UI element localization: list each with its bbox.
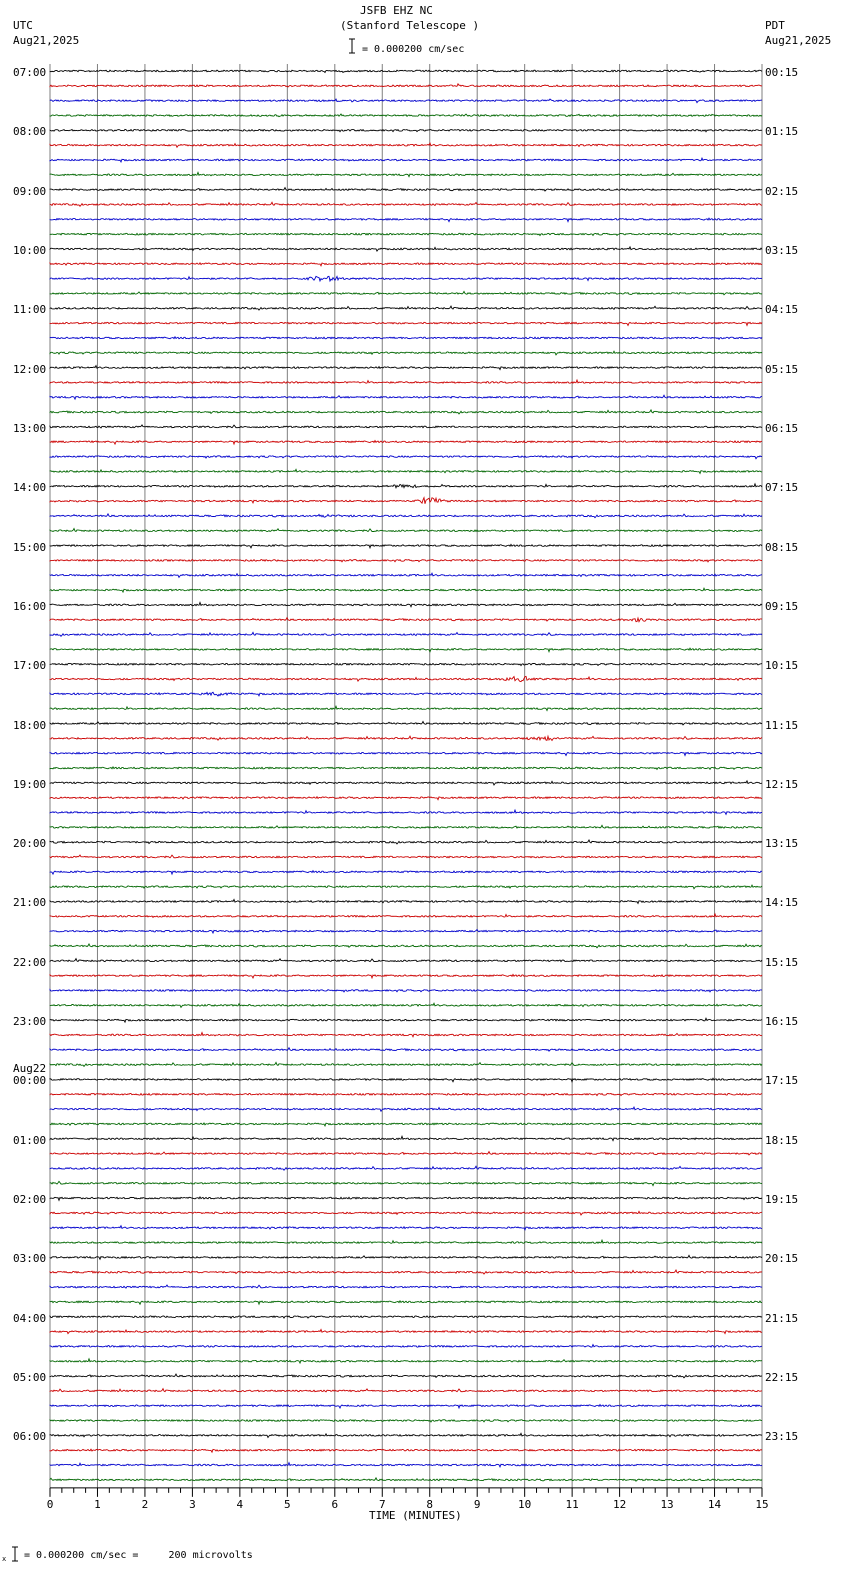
date-change-label: Aug22 <box>13 1062 47 1076</box>
trace-row-15 <box>50 291 762 294</box>
trace-row-89 <box>50 1389 762 1392</box>
pdt-hour-label: 03:15 <box>765 243 799 257</box>
trace-row-13 <box>50 263 762 266</box>
utc-hour-label: 20:00 <box>13 837 47 851</box>
trace-row-18 <box>50 337 762 340</box>
trace-row-36 <box>50 603 762 607</box>
utc-hour-label: 00:00 <box>13 1074 47 1088</box>
trace-row-95 <box>50 1478 762 1481</box>
trace-row-38 <box>50 632 762 636</box>
trace-row-90 <box>50 1405 762 1408</box>
x-tick-label: 9 <box>473 1497 481 1511</box>
trace-row-23 <box>50 410 762 414</box>
pdt-hour-label: 23:15 <box>765 1430 799 1444</box>
pdt-hour-label: 00:15 <box>765 66 799 79</box>
trace-row-60 <box>50 959 762 962</box>
x-tick-label: 1 <box>94 1497 101 1511</box>
utc-hour-label: 14:00 <box>13 481 47 495</box>
trace-row-93 <box>50 1449 762 1452</box>
trace-row-16 <box>50 306 762 310</box>
trace-row-14 <box>50 276 762 281</box>
trace-row-30 <box>50 514 762 518</box>
trace-row-50 <box>50 810 762 814</box>
trace-row-20 <box>50 366 762 370</box>
pdt-hour-label: 22:15 <box>765 1371 799 1385</box>
trace-row-24 <box>50 425 762 428</box>
trace-row-84 <box>50 1316 762 1318</box>
trace-row-88 <box>50 1374 762 1378</box>
trace-row-47 <box>50 767 762 770</box>
trace-row-42 <box>50 692 762 696</box>
pdt-hour-label: 18:15 <box>765 1133 799 1147</box>
trace-row-58 <box>50 930 762 933</box>
utc-hour-label: 16:00 <box>13 599 47 613</box>
pdt-hour-label: 10:15 <box>765 659 799 673</box>
utc-hour-label: 18:00 <box>13 718 47 732</box>
utc-hour-label: 21:00 <box>13 896 47 910</box>
trace-row-49 <box>50 797 762 800</box>
trace-row-6 <box>50 158 762 162</box>
trace-row-86 <box>50 1345 762 1348</box>
trace-row-5 <box>50 143 762 147</box>
trace-row-81 <box>50 1270 762 1274</box>
pdt-hour-label: 15:15 <box>765 955 799 969</box>
trace-row-7 <box>50 172 762 176</box>
trace-row-79 <box>50 1240 762 1243</box>
trace-row-73 <box>50 1152 762 1155</box>
trace-row-28 <box>50 484 762 488</box>
trace-row-39 <box>50 648 762 651</box>
footer-scale-icon <box>2 1545 20 1565</box>
trace-row-92 <box>50 1433 762 1437</box>
utc-hour-label: 10:00 <box>13 243 47 257</box>
pdt-hour-label: 02:15 <box>765 184 799 198</box>
trace-row-3 <box>50 114 762 117</box>
pdt-hour-label: 12:15 <box>765 777 799 791</box>
trace-row-35 <box>50 588 762 592</box>
pdt-hour-label: 17:15 <box>765 1074 799 1088</box>
trace-row-10 <box>50 218 762 221</box>
pdt-hour-label: 05:15 <box>765 362 799 376</box>
trace-row-8 <box>50 188 762 191</box>
trace-row-83 <box>50 1301 762 1304</box>
x-tick-label: 3 <box>189 1497 196 1511</box>
trace-row-52 <box>50 840 762 844</box>
utc-hour-label: 08:00 <box>13 125 47 139</box>
x-tick-label: 2 <box>141 1497 149 1511</box>
utc-hour-label: 03:00 <box>13 1252 47 1266</box>
trace-row-22 <box>50 395 762 399</box>
trace-row-34 <box>50 573 762 577</box>
x-tick-label: 8 <box>426 1497 434 1511</box>
trace-row-41 <box>50 676 762 681</box>
left-date: Aug21,2025 <box>13 34 80 47</box>
trace-row-67 <box>50 1062 762 1066</box>
left-timezone: UTC <box>13 19 33 32</box>
pdt-hour-label: 04:15 <box>765 303 799 317</box>
trace-row-82 <box>50 1285 762 1288</box>
trace-row-4 <box>50 129 762 131</box>
utc-hour-label: 12:00 <box>13 362 47 376</box>
trace-row-27 <box>50 469 762 473</box>
trace-row-43 <box>50 706 762 710</box>
trace-row-46 <box>50 752 762 755</box>
seismic-traces <box>50 70 762 1481</box>
pdt-hour-label: 13:15 <box>765 837 799 851</box>
utc-hour-label: 04:00 <box>13 1311 47 1325</box>
trace-row-56 <box>50 899 762 903</box>
pdt-hour-label: 20:15 <box>765 1252 799 1266</box>
right-date: Aug21,2025 <box>765 34 832 47</box>
utc-hour-label: 01:00 <box>13 1133 47 1147</box>
pdt-hour-label: 21:15 <box>765 1311 799 1325</box>
trace-row-76 <box>50 1197 762 1200</box>
trace-row-55 <box>50 885 762 889</box>
x-tick-label: 7 <box>378 1497 386 1511</box>
trace-row-33 <box>50 560 762 562</box>
utc-hour-label: 13:00 <box>13 421 47 435</box>
utc-hour-label: 05:00 <box>13 1371 47 1385</box>
trace-row-26 <box>50 456 762 459</box>
footer-scale-note: = 0.000200 cm/sec = 200 microvolts <box>24 1550 253 1561</box>
utc-hour-label: 15:00 <box>13 540 47 554</box>
trace-row-57 <box>50 914 762 917</box>
pdt-hour-label: 06:15 <box>765 421 799 435</box>
pdt-hour-label: 11:15 <box>765 718 799 732</box>
utc-hour-label: 17:00 <box>13 659 47 673</box>
x-tick-label: 5 <box>284 1497 291 1511</box>
trace-row-78 <box>50 1226 762 1230</box>
trace-row-31 <box>50 529 762 532</box>
utc-hour-label: 11:00 <box>13 303 47 317</box>
trace-row-32 <box>50 544 762 547</box>
x-tick-label: 6 <box>331 1497 339 1511</box>
trace-row-51 <box>50 825 762 828</box>
trace-row-80 <box>50 1255 762 1259</box>
trace-row-21 <box>50 380 762 383</box>
trace-row-72 <box>50 1136 762 1140</box>
utc-hour-label: 23:00 <box>13 1015 47 1029</box>
pdt-hour-label: 19:15 <box>765 1193 799 1207</box>
trace-row-68 <box>50 1078 762 1081</box>
trace-row-54 <box>50 871 762 874</box>
utc-hour-label: 02:00 <box>13 1193 47 1207</box>
trace-row-75 <box>50 1181 762 1185</box>
scale-bar-icon <box>348 38 356 54</box>
trace-row-66 <box>50 1048 762 1051</box>
pdt-hour-label: 08:15 <box>765 540 799 554</box>
utc-hour-label: 07:00 <box>13 66 47 79</box>
trace-row-1 <box>50 84 762 87</box>
trace-row-19 <box>50 351 762 355</box>
trace-row-69 <box>50 1093 762 1095</box>
pdt-hour-label: 07:15 <box>765 481 799 495</box>
pdt-hour-label: 16:15 <box>765 1015 799 1029</box>
pdt-hour-label: 09:15 <box>765 599 799 613</box>
trace-row-61 <box>50 974 762 977</box>
trace-row-48 <box>50 781 762 785</box>
trace-row-40 <box>50 663 762 665</box>
trace-row-74 <box>50 1166 762 1170</box>
trace-row-85 <box>50 1330 762 1334</box>
x-axis-label: TIME (MINUTES) <box>369 1509 462 1522</box>
trace-row-25 <box>50 441 762 444</box>
trace-row-37 <box>50 618 762 622</box>
x-tick-label: 12 <box>612 1497 627 1511</box>
trace-row-65 <box>50 1033 762 1037</box>
trace-row-45 <box>50 736 762 740</box>
utc-hour-label: 09:00 <box>13 184 47 198</box>
trace-row-44 <box>50 722 762 725</box>
trace-row-70 <box>50 1107 762 1111</box>
trace-row-29 <box>50 498 762 504</box>
station-title: JSFB EHZ NC <box>360 4 433 17</box>
trace-row-17 <box>50 322 762 325</box>
trace-row-59 <box>50 944 762 948</box>
trace-row-9 <box>50 202 762 206</box>
trace-row-77 <box>50 1211 762 1215</box>
x-tick-label: 13 <box>660 1497 674 1511</box>
svg-text:x: x <box>2 1555 7 1563</box>
trace-row-11 <box>50 233 762 235</box>
trace-row-2 <box>50 99 762 103</box>
trace-row-63 <box>50 1003 762 1007</box>
x-axis <box>47 1488 769 1511</box>
right-timezone: PDT <box>765 19 785 32</box>
utc-hour-label: 22:00 <box>13 955 47 969</box>
pdt-hour-label: 01:15 <box>765 125 799 139</box>
trace-row-87 <box>50 1359 762 1363</box>
utc-hour-label: 06:00 <box>13 1430 47 1444</box>
x-tick-label: 11 <box>565 1497 579 1511</box>
trace-row-0 <box>50 70 762 72</box>
trace-row-53 <box>50 855 762 858</box>
x-tick-label: 4 <box>236 1497 244 1511</box>
utc-hour-label: 19:00 <box>13 777 47 791</box>
scale-label: = 0.000200 cm/sec <box>362 44 465 55</box>
trace-row-94 <box>50 1463 762 1467</box>
x-tick-label: 0 <box>46 1497 54 1511</box>
x-tick-label: 14 <box>707 1497 722 1511</box>
trace-row-62 <box>50 990 762 992</box>
trace-row-91 <box>50 1420 762 1422</box>
site-subtitle: (Stanford Telescope ) <box>340 19 480 32</box>
trace-row-64 <box>50 1018 762 1022</box>
trace-row-12 <box>50 247 762 251</box>
x-tick-label: 10 <box>518 1497 532 1511</box>
trace-row-71 <box>50 1123 762 1126</box>
x-tick-label: 15 <box>755 1497 769 1511</box>
pdt-hour-label: 14:15 <box>765 896 799 910</box>
